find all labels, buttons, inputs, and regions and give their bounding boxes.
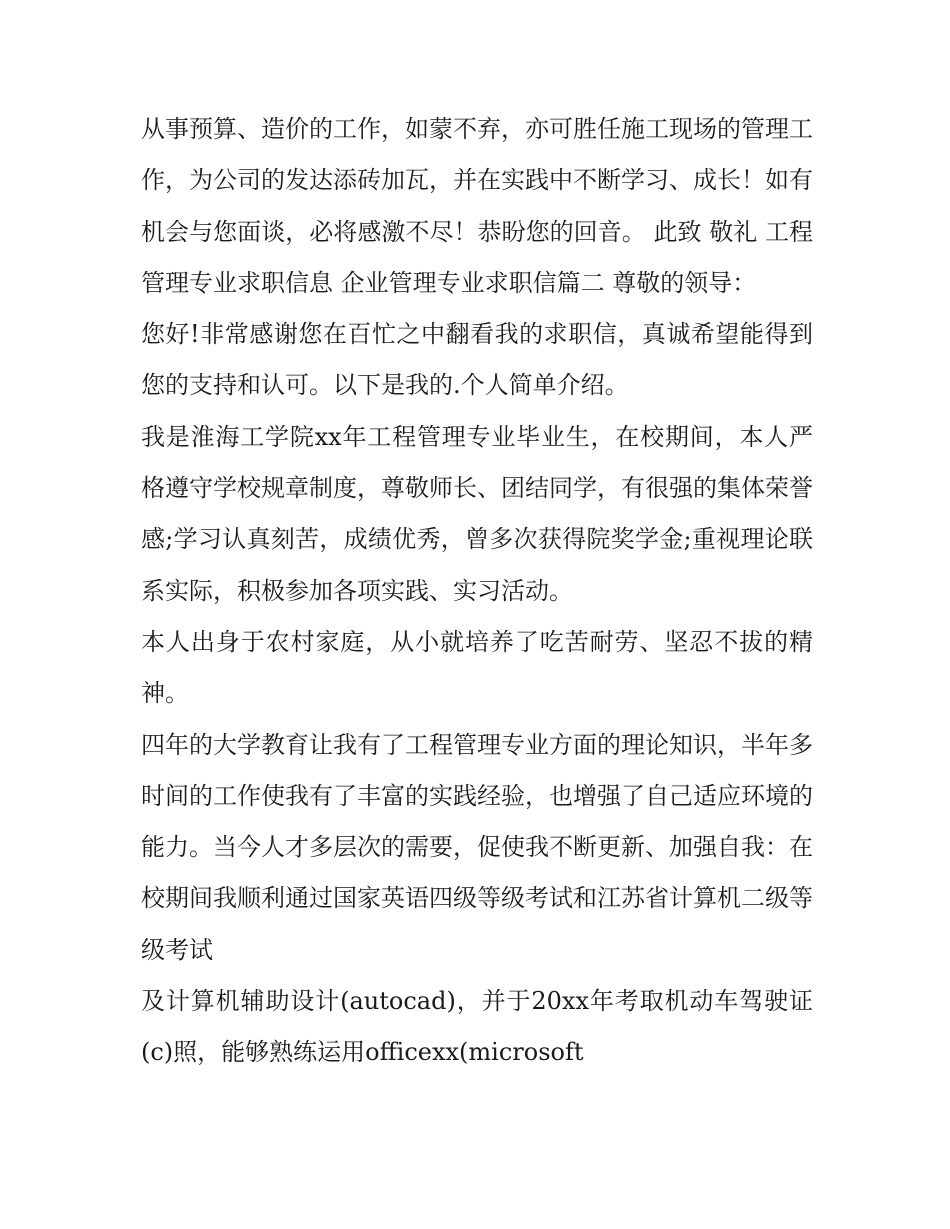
paragraph-greeting: 您好!非常感谢您在百忙之中翻看我的求职信，真诚希望能得到您的支持和认可。以下是我的.个人简单介绍。 — [141, 320, 813, 400]
paragraph-background: 本人出身于农村家庭，从小就培养了吃苦耐劳、坚忍不拔的精神。 — [141, 627, 813, 708]
paragraph-experience: 四年的大学教育让我有了工程管理专业方面的理论知识，半年多时间的工作使我有了丰富的实践经验，也增强了自己适应环境的能力。当今人才多层次的需要，促使我不断更新、加强自我：在校期间我顺利通过国家英语四级等级考试和江苏省计算机二级等级考试 — [141, 730, 813, 964]
document-body — [141, 104, 813, 1079]
paragraph-skills: 及计算机辅助设计(autocad)，并于20xx年考取机动车驾驶证(c)照，能够熟练运用officexx(microsoft — [141, 987, 813, 1067]
paragraph-education: 我是淮海工学院xx年工程管理专业毕业生，在校期间，本人严格遵守学校规章制度，尊敬师长、团结同学，有很强的集体荣誉感;学习认真刻苦，成绩优秀，曾多次获得院奖学金;重视理论联系实际，积极参加各项实践、实习活动。 — [141, 422, 813, 605]
paragraph-closing: 从事预算、造价的工作，如蒙不弃，亦可胜任施工现场的管理工作，为公司的发达添砖加瓦，并在实践中不断学习、成长！如有机会与您面谈，必将感激不尽！恭盼您的回音。 此致 敬礼 工程管理专业求职信息 企业管理专业求职信篇二 尊敬的领导： — [141, 115, 813, 297]
